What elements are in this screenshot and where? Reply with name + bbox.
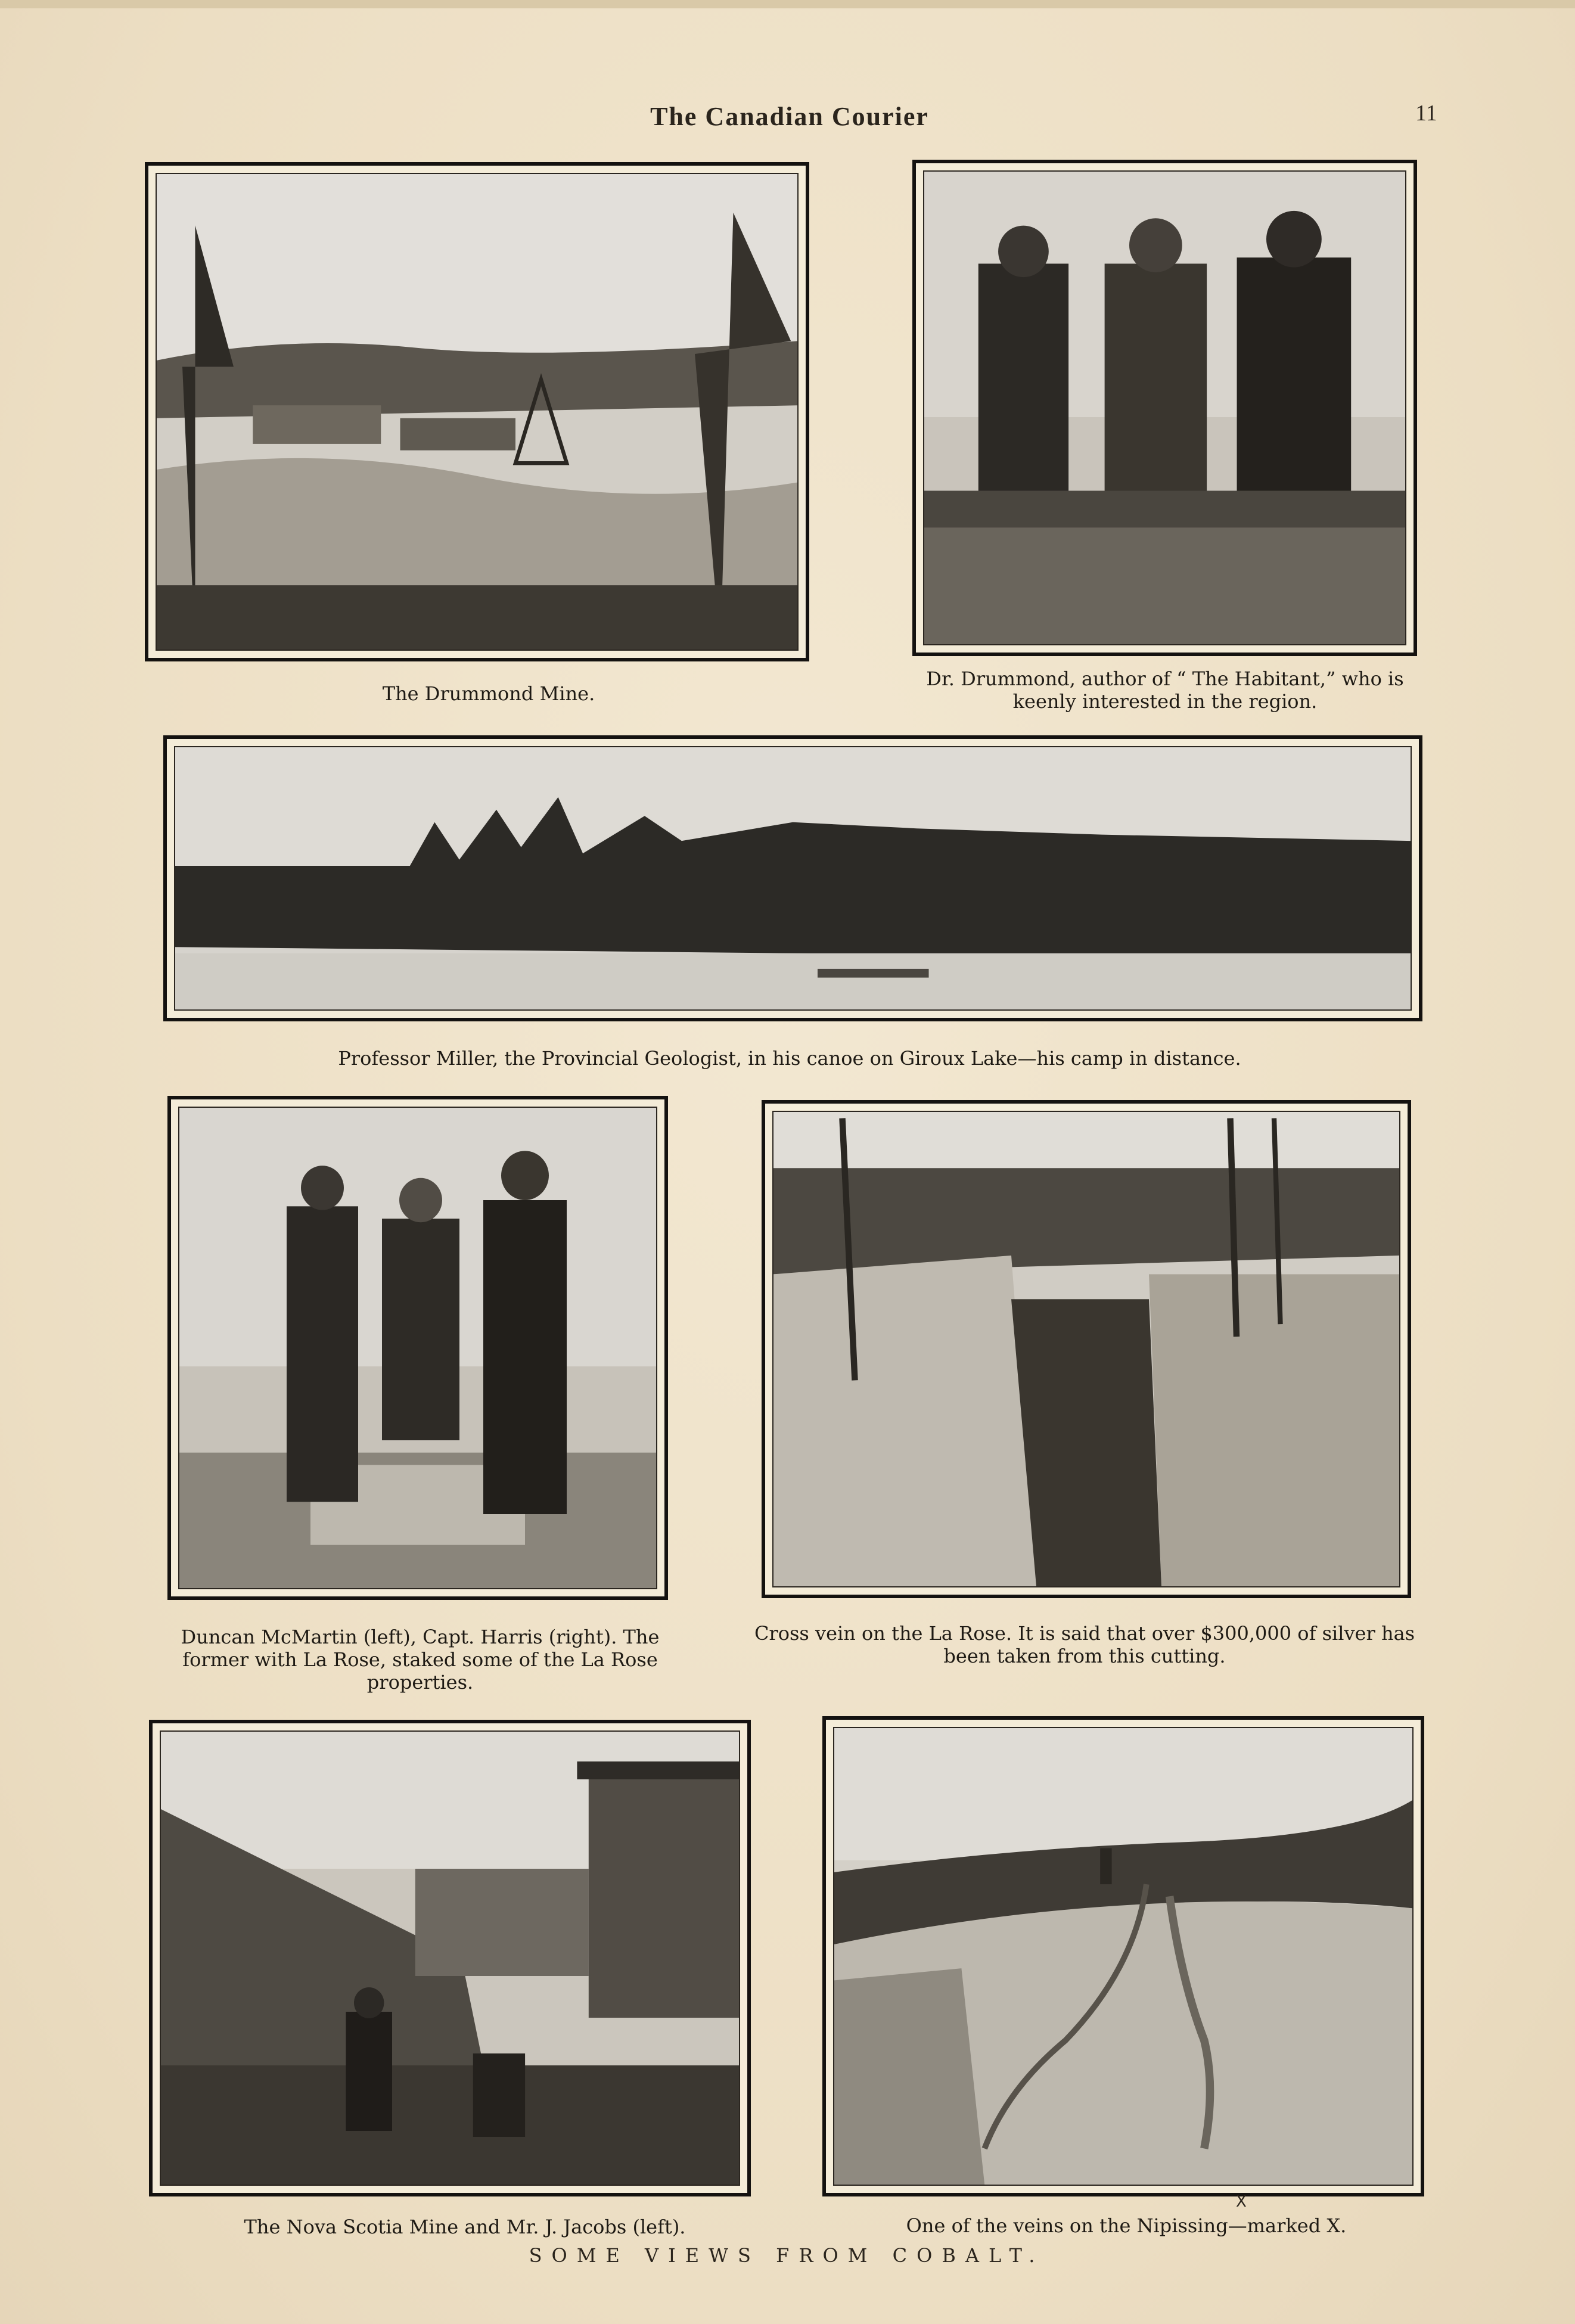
photo-giroux-lake xyxy=(163,735,1422,1021)
page-top-edge xyxy=(0,0,1575,8)
page-footer-title: SOME VIEWS FROM COBALT. xyxy=(529,2244,1045,2267)
caption-drummond-mine: The Drummond Mine. xyxy=(382,682,595,705)
vein-marker-x: X xyxy=(1236,2193,1247,2211)
caption-nipissing-vein: One of the veins on the Nipissing—marked X. xyxy=(906,2214,1347,2237)
masthead-title: The Canadian Courier xyxy=(650,102,929,131)
page-number: 11 xyxy=(1415,101,1437,126)
photo-nova-scotia-mine xyxy=(149,1720,751,2196)
caption-mcmartin-harris: Duncan McMartin (left), Capt. Harris (right). The former with La Rose, staked some of the La Rose properties. xyxy=(181,1626,660,1694)
photo-mcmartin-harris-image xyxy=(178,1107,657,1589)
photo-dr-drummond xyxy=(912,160,1417,656)
photo-nipissing-vein-image xyxy=(833,1727,1414,2186)
photo-dr-drummond-image xyxy=(923,170,1406,645)
photo-drummond-mine xyxy=(145,162,809,661)
photo-giroux-lake-image xyxy=(174,746,1412,1011)
photo-mcmartin-harris xyxy=(167,1096,668,1600)
caption-giroux-lake: Professor Miller, the Provincial Geologist, in his canoe on Giroux Lake—his camp in distance. xyxy=(338,1047,1241,1070)
photo-nipissing-vein xyxy=(822,1716,1424,2196)
photo-nova-scotia-mine-image xyxy=(160,1730,740,2186)
caption-nova-scotia-mine: The Nova Scotia Mine and Mr. J. Jacobs (left). xyxy=(244,2216,686,2238)
photo-la-rose-vein xyxy=(762,1100,1411,1598)
photo-drummond-mine-image xyxy=(156,173,799,651)
photo-la-rose-vein-image xyxy=(772,1111,1400,1587)
caption-la-rose-vein: Cross vein on the La Rose. It is said that over $300,000 of silver has been taken from this cutting. xyxy=(754,1622,1415,1667)
caption-dr-drummond: Dr. Drummond, author of “ The Habitant,” who is keenly interested in the region. xyxy=(926,667,1404,713)
